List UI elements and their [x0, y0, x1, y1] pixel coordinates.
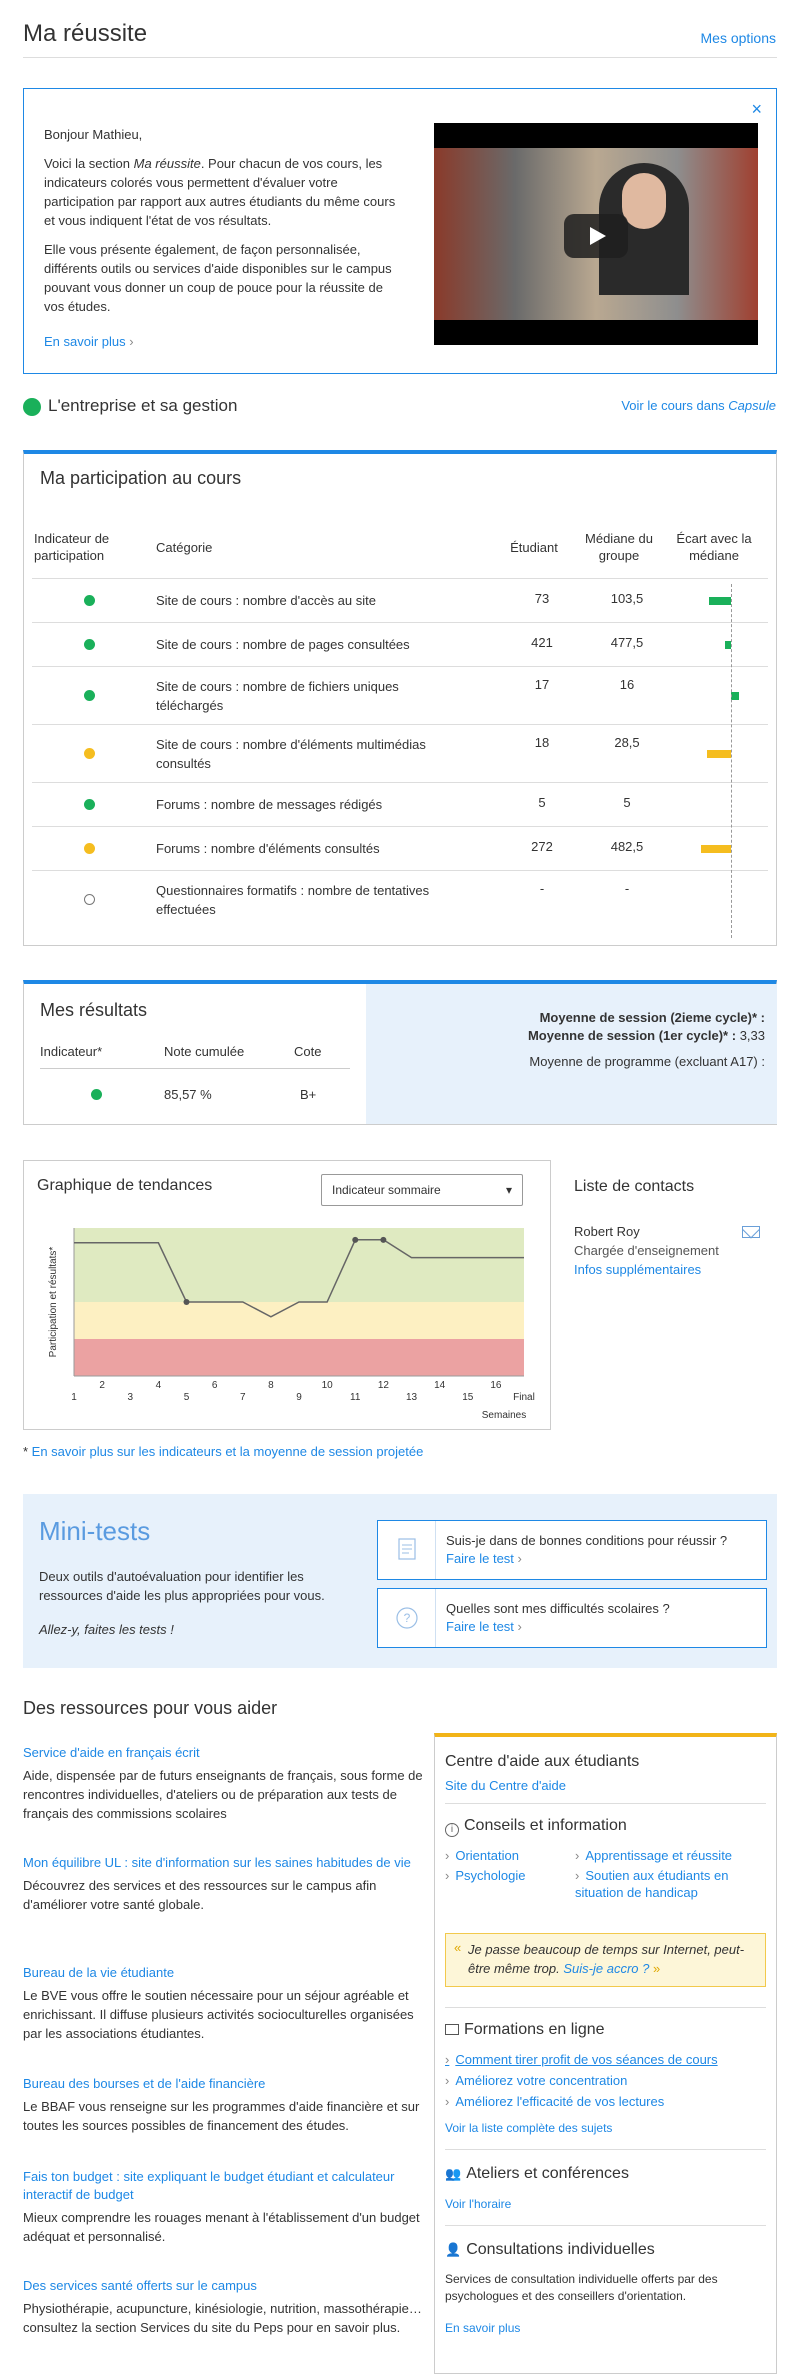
- conseils-heading: [445, 1817, 627, 1837]
- intro-paragraph-2: Elle vous présente également, de façon personnalisée, différents outils ou services d'aide disponibles sur le campus pouvant vous donner un coup de pouce pour la réussite de vos études.: [44, 242, 392, 314]
- x-tick-label: 3: [127, 1392, 134, 1403]
- minitest-2-question: Quelles sont mes difficultés scolaires ?: [446, 1601, 670, 1616]
- intro-paragraph-1: [44, 154, 404, 230]
- minitests-title: Mini-tests: [39, 1516, 151, 1546]
- apprentissage-link[interactable]: [575, 1847, 732, 1864]
- row-median-value: 477,5: [610, 635, 644, 650]
- y-axis-label: Participation et résultats*: [48, 1246, 59, 1358]
- contact-role: Chargée d'enseignement: [574, 1243, 719, 1258]
- chevron-right-icon: ›: [445, 2052, 450, 2067]
- results-header-cumulative: Note cumulée: [164, 1044, 245, 1059]
- chevron-right-icon: ›: [445, 1868, 450, 1883]
- table-row: [32, 724, 768, 782]
- formation-3-label: Améliorez l'efficacité de vos lectures: [455, 2094, 665, 2109]
- x-tick-label: 11: [350, 1392, 361, 1403]
- quote-icon: «: [454, 1940, 462, 1955]
- data-point: [380, 1237, 386, 1243]
- ateliers-label: Ateliers et conférences: [466, 2165, 629, 2182]
- row-student-value: 421: [531, 635, 553, 650]
- row-student-value: 17: [534, 677, 550, 692]
- zone-green: [74, 1228, 524, 1302]
- handicap-link[interactable]: [575, 1867, 765, 1901]
- x-tick-label: 1: [71, 1392, 77, 1403]
- psychologie-link[interactable]: [445, 1867, 525, 1884]
- participation-panel: [23, 450, 777, 946]
- chevron-right-icon: ›: [445, 2094, 450, 2109]
- trend-title: Graphique de tendances: [37, 1177, 213, 1194]
- page-title: Ma réussite: [23, 20, 148, 47]
- minitest-1-question: Suis-je dans de bonnes conditions pour réussir ?: [446, 1533, 728, 1548]
- resource-link[interactable]: Fais ton budget : site expliquant le budget étudiant et calculateur interactif de budget: [23, 2169, 395, 2202]
- footnote-link[interactable]: En savoir plus sur les indicateurs et la moyenne de session projetée: [31, 1444, 424, 1459]
- quote-box: [445, 1933, 766, 1987]
- people-icon: 👥: [445, 2166, 462, 2181]
- question-icon: [378, 1589, 436, 1647]
- session-1-row: [528, 1028, 765, 1043]
- x-tick-label: 8: [268, 1380, 274, 1391]
- resource-link[interactable]: Bureau des bourses et de l'aide financière: [23, 2076, 266, 2091]
- table-row: [32, 622, 768, 666]
- row-student-value: 73: [534, 591, 550, 606]
- resource-item: [23, 1744, 423, 1823]
- help-site-link[interactable]: Site du Centre d'aide: [445, 1778, 567, 1793]
- formations-heading: [445, 2021, 605, 2039]
- results-divider: [40, 1068, 350, 1069]
- resource-desc: Le BVE vous offre le soutien nécessaire pour un séjour agréable et enrichissant. Il diffuse plusieurs activités socioculturelles organisées par les associations étudiantes.: [23, 1988, 414, 2041]
- chevron-right-icon: ›: [445, 2073, 450, 2088]
- conseils-label: Conseils et information: [464, 1817, 627, 1834]
- resource-desc: Physiothérapie, acupuncture, kinésiologie, nutrition, massothérapie… consultez la section Services du site du Peps pour en savoir plus.: [23, 2301, 422, 2335]
- intro-p1-b: . Pour chacun de vos cours, les indicateurs colorés vous permettent d'évaluer votre participation par rapport aux autres étudiants du même cours et vous indiquent l'état de vos résultats.: [44, 156, 396, 228]
- row-category: Site de cours : nombre de pages consultées: [156, 637, 410, 652]
- row-category: Site de cours : nombre d'éléments multimédias consultés: [156, 737, 426, 771]
- participation-title: Ma participation au cours: [40, 468, 242, 488]
- intro-more-label: En savoir plus: [44, 334, 126, 349]
- x-axis-label: Semaines: [481, 1410, 527, 1421]
- view-course-capsule: Capsule: [728, 398, 776, 413]
- minitest-1-link[interactable]: [446, 1551, 528, 1566]
- intro-p1-italic: Ma réussite: [133, 156, 201, 171]
- row-student-value: 5: [538, 795, 546, 810]
- laptop-icon: [445, 2024, 459, 2035]
- header-divider: [23, 57, 777, 58]
- help-divider: [445, 1803, 766, 1804]
- status-dot: [84, 894, 95, 905]
- x-tick-label: Final: [513, 1392, 535, 1403]
- help-divider: [445, 2007, 766, 2008]
- chevron-right-icon: ›: [575, 1848, 580, 1863]
- mail-icon[interactable]: [742, 1226, 760, 1238]
- x-tick-label: 7: [239, 1392, 246, 1403]
- row-category: Site de cours : nombre de fichiers uniques téléchargés: [156, 679, 399, 713]
- person-icon: 👤: [445, 2242, 462, 2257]
- row-median-value: 5: [623, 795, 631, 810]
- row-median-value: -: [624, 881, 630, 896]
- chevron-right-icon: ›: [445, 1848, 450, 1863]
- contact-name: Robert Roy: [574, 1224, 640, 1239]
- resource-link[interactable]: Des services santé offerts sur le campus: [23, 2278, 257, 2293]
- x-tick-label: 5: [183, 1392, 190, 1403]
- resource-desc: Découvrez des services et des ressources sur le campus afin d'améliorer votre santé globale.: [23, 1878, 377, 1912]
- x-tick-label: 13: [405, 1392, 418, 1403]
- gap-bar: [731, 692, 739, 700]
- help-divider: [445, 2149, 766, 2150]
- session-1-label: Moyenne de session (1er cycle)* :: [527, 1028, 737, 1043]
- results-title: Mes résultats: [40, 1000, 148, 1020]
- quote-text: Je passe beaucoup de temps sur Internet, peut-être même trop.: [468, 1942, 745, 1976]
- header-category: Catégorie: [156, 540, 213, 555]
- header-student: Étudiant: [510, 540, 558, 555]
- consult-more-link[interactable]: En savoir plus: [445, 2321, 521, 2335]
- x-tick-label: 14: [434, 1380, 446, 1391]
- row-student-value: -: [539, 881, 545, 896]
- horaire-link[interactable]: Voir l'horaire: [445, 2197, 512, 2211]
- orientation-link[interactable]: [445, 1847, 519, 1864]
- footnote-star: *: [23, 1444, 32, 1459]
- view-course-prefix: Voir le cours dans: [621, 398, 729, 413]
- status-dot: [84, 799, 95, 810]
- data-point: [352, 1237, 358, 1243]
- x-tick-label: 6: [211, 1380, 218, 1391]
- table-row: [32, 666, 768, 724]
- x-tick-label: 10: [321, 1380, 333, 1391]
- help-title: Centre d'aide aux étudiants: [445, 1753, 640, 1770]
- resource-item: [23, 2168, 423, 2246]
- help-center-panel: [434, 1733, 777, 2374]
- minitests-panel: [23, 1494, 777, 1668]
- resource-link[interactable]: Mon équilibre UL : site d'information sur les saines habitudes de vie: [23, 1855, 411, 1870]
- resource-item: [23, 1964, 423, 2043]
- psychologie-label: Psychologie: [455, 1868, 526, 1883]
- intro-panel: [23, 88, 777, 374]
- resource-item: [23, 2277, 423, 2337]
- zone-red: [74, 1339, 524, 1376]
- resource-desc: Le BBAF vous renseigne sur les programmes d'aide financière et sur toutes les sources possibles de financement des études.: [23, 2099, 420, 2133]
- zone-yellow: [74, 1302, 524, 1339]
- quote-link[interactable]: Suis-je accro ?: [563, 1961, 650, 1976]
- minitest-card-2[interactable]: [377, 1588, 767, 1648]
- status-dot: [84, 639, 95, 650]
- status-dot: [84, 748, 95, 759]
- quote-close-icon: »: [653, 1961, 661, 1976]
- resource-desc: Aide, dispensée par de futurs enseignants de français, sous forme de rencontres individuelles, d'ateliers ou de préparation aux tests de français des commissions scolaires: [23, 1768, 423, 1821]
- chevron-right-icon: ›: [517, 1551, 522, 1566]
- x-tick-label: 15: [462, 1392, 474, 1403]
- play-icon[interactable]: [564, 214, 628, 258]
- consult-heading: [445, 2241, 655, 2259]
- contacts-title: Liste de contacts: [574, 1178, 695, 1195]
- resource-item: [23, 2075, 423, 2135]
- row-student-value: 272: [531, 839, 553, 854]
- x-tick-label: 2: [99, 1380, 105, 1391]
- orientation-label: Orientation: [455, 1848, 519, 1863]
- results-averages: [366, 984, 777, 1124]
- x-tick-label: 12: [377, 1380, 389, 1391]
- chevron-right-icon: ›: [517, 1619, 522, 1634]
- intro-more-link[interactable]: [44, 334, 140, 349]
- x-tick-label: 4: [155, 1380, 162, 1391]
- results-header-grade: Cote: [294, 1044, 322, 1059]
- row-category: Forums : nombre d'éléments consultés: [156, 841, 380, 856]
- status-dot: [84, 595, 95, 606]
- intro-greeting: Bonjour Mathieu,: [44, 127, 143, 142]
- footnote: [23, 1444, 423, 1459]
- header-indicator: Indicateur de participation: [34, 531, 110, 563]
- x-tick-label: 9: [296, 1392, 302, 1403]
- course-status-dot: [23, 398, 41, 416]
- gap-bar: [707, 750, 731, 758]
- header-gap: Écart avec la médiane: [676, 531, 752, 563]
- handicap-label: Soutien aux étudiants en situation de handicap: [575, 1868, 729, 1900]
- chevron-right-icon: ›: [129, 334, 134, 349]
- resource-link[interactable]: Service d'aide en français écrit: [23, 1745, 200, 1760]
- results-header-indicator: Indicateur*: [40, 1044, 103, 1059]
- course-name: L'entreprise et sa gestion: [48, 396, 238, 415]
- options-link[interactable]: Mes options: [700, 30, 776, 46]
- ateliers-heading: [445, 2165, 629, 2183]
- formation-link-3[interactable]: [445, 2093, 664, 2110]
- info-icon: i: [445, 1823, 459, 1837]
- minitest-1-link-label: Faire le test: [446, 1551, 514, 1566]
- trend-chart: [24, 1216, 552, 1428]
- row-median-value: 28,5: [614, 735, 640, 750]
- resource-link[interactable]: Bureau de la vie étudiante: [23, 1965, 175, 1980]
- row-median-value: 482,5: [610, 839, 644, 854]
- contact-more-link[interactable]: Infos supplémentaires: [574, 1262, 702, 1277]
- resource-item: [23, 1854, 423, 1914]
- video-player[interactable]: [434, 123, 758, 345]
- row-median-value: 16: [619, 677, 635, 692]
- formation-link-1[interactable]: [445, 2051, 718, 2068]
- row-median-value: 103,5: [610, 591, 644, 606]
- formation-link-2[interactable]: [445, 2072, 627, 2089]
- consult-desc: Services de consultation individuelle offerts par des psychologues et des conseillers d'orientation.: [445, 2272, 718, 2303]
- formation-2-label: Améliorez votre concentration: [455, 2073, 628, 2088]
- minitests-desc: Deux outils d'autoévaluation pour identifier les ressources d'aide les plus appropriées pour vous.: [39, 1569, 325, 1603]
- help-divider: [445, 2225, 766, 2226]
- median-line: [731, 584, 732, 938]
- session-2-label: Moyenne de session (2ieme cycle)* :: [539, 1010, 765, 1025]
- minitest-card-1[interactable]: [377, 1520, 767, 1580]
- status-dot: [84, 690, 95, 701]
- formations-label: Formations en ligne: [464, 2021, 605, 2038]
- program-average-label: Moyenne de programme (excluant A17) :: [529, 1054, 765, 1069]
- minitests-cta: Allez-y, faites les tests !: [39, 1622, 174, 1637]
- resources-title: Des ressources pour vous aider: [23, 1698, 278, 1718]
- header-median: Médiane du groupe: [585, 531, 653, 563]
- apprentissage-label: Apprentissage et réussite: [585, 1848, 733, 1863]
- gap-bar: [709, 597, 731, 605]
- row-category: Site de cours : nombre d'accès au site: [156, 593, 376, 608]
- data-point: [184, 1299, 190, 1305]
- table-row: [32, 826, 768, 870]
- row-category: Forums : nombre de messages rédigés: [156, 797, 383, 812]
- view-course-link[interactable]: [621, 398, 776, 413]
- trend-panel: [23, 1160, 551, 1430]
- svg-text:?: ?: [403, 1611, 411, 1625]
- session-1-value: 3,33: [739, 1028, 765, 1043]
- table-row: [32, 870, 768, 928]
- minitest-2-link-label: Faire le test: [446, 1619, 514, 1634]
- gap-bar: [701, 845, 731, 853]
- table-row: [32, 578, 768, 622]
- intro-text: [44, 125, 404, 326]
- chevron-right-icon: ›: [575, 1868, 580, 1883]
- intro-p1-a: Voici la section: [44, 156, 134, 171]
- minitest-2-link[interactable]: [446, 1619, 528, 1634]
- resource-desc: Mieux comprendre les rouages menant à l'établissement d'un budget adéquat et personnalisé.: [23, 2210, 420, 2244]
- formation-all-link[interactable]: Voir la liste complète des sujets: [445, 2121, 613, 2135]
- results-panel: [23, 980, 777, 1125]
- x-tick-label: 16: [490, 1380, 502, 1391]
- formation-1-label: Comment tirer profit de vos séances de cours: [455, 2052, 718, 2067]
- indicator-select[interactable]: Indicateur sommaire ▾: [321, 1174, 523, 1206]
- video-face: [622, 173, 666, 229]
- row-student-value: 18: [534, 735, 550, 750]
- results-grade: B+: [300, 1087, 317, 1102]
- table-row: [32, 782, 768, 826]
- checklist-icon: [378, 1521, 436, 1579]
- results-cumulative: 85,57 %: [164, 1087, 212, 1102]
- row-category: Questionnaires formatifs : nombre de tentatives effectuées: [156, 883, 430, 917]
- close-icon[interactable]: ×: [751, 99, 762, 119]
- status-dot: [84, 843, 95, 854]
- results-status-dot: [91, 1089, 102, 1100]
- consult-label: Consultations individuelles: [466, 2241, 655, 2258]
